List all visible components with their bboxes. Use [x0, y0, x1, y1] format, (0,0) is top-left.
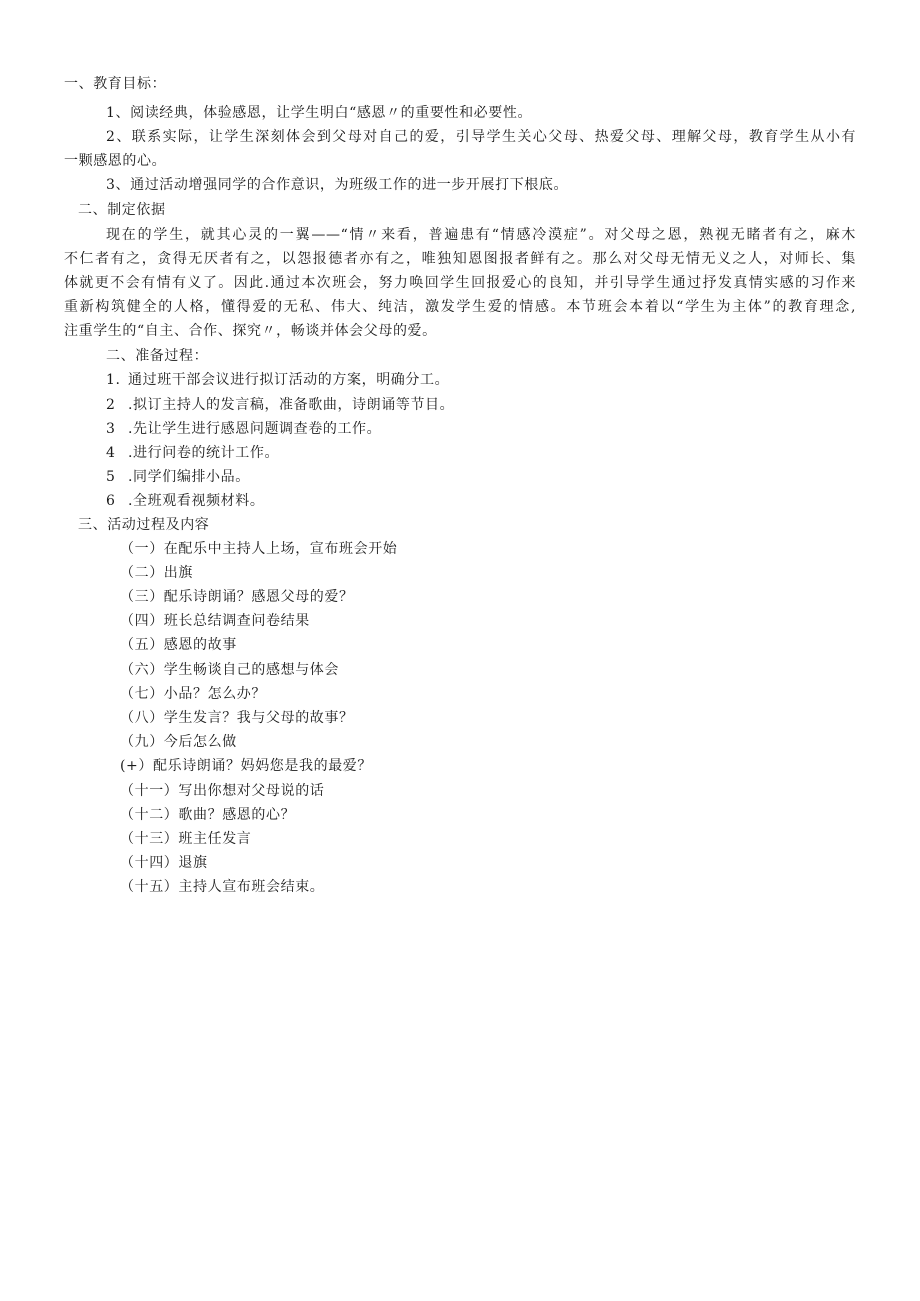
prep-item-number: 2: [106, 397, 116, 413]
prep-item-3: [106, 419, 381, 439]
prep-item-number: 4: [106, 445, 116, 461]
prep-item-1: [106, 370, 449, 390]
activity-item-15: （十五）主持人宣布班会结束。: [120, 879, 325, 895]
goal-item-2-cont: 一颗感恩的心。: [64, 153, 167, 169]
prep-item-4: [106, 443, 279, 463]
activity-item-11: （十一）写出你想对父母说的话: [120, 783, 325, 799]
section-heading-goals: 一、教育目标：: [64, 76, 167, 92]
prep-item-number: 6: [106, 493, 116, 509]
section-heading-activity-process: 三、活动过程及内容: [78, 517, 210, 533]
prep-item-text: 通过班干部会议进行拟订活动的方案，明确分工。: [128, 372, 450, 388]
basis-paragraph-line-1: 现在的学生，就其心灵的一翼——“情〃来看，普遍患有“情感冷漠症”。对父母之恩，熟视无睹者有之，麻木: [106, 227, 856, 243]
basis-paragraph-line-4: 重新构筑健全的人格，懂得爱的无私、伟大、纯洁，激发学生爱的情感。本节班会本着以“学生为主体”的教育理念,: [64, 299, 856, 315]
prep-item-number: 3: [106, 421, 116, 437]
activity-item-10: (+）配乐诗朗诵？妈妈您是我的最爱？: [120, 758, 372, 774]
goal-item-3: 3、通过活动增强同学的合作意识，为班级工作的进一步开展打下根底。: [106, 177, 569, 193]
activity-item-13: （十三）班主任发言: [120, 831, 252, 847]
goal-item-1: 1、阅读经典，体验感恩，让学生明白“感恩〃的重要性和必要性。: [106, 105, 533, 121]
activity-item-9: （九）今后怎么做: [120, 734, 237, 750]
goal-item-2: 2、联系实际，让学生深刻体会到父母对自己的爱，引导学生关心父母、热爱父母、理解父母，教育学生从小有: [106, 129, 856, 145]
prep-item-text: .全班观看视频材料。: [128, 493, 265, 509]
activity-item-8: （八）学生发言？我与父母的故事？: [120, 710, 354, 726]
activity-item-2: （二）出旗: [120, 565, 193, 581]
prep-item-2: [106, 395, 454, 415]
basis-paragraph-line-5: 注重学生的“自主、合作、探究〃，畅谈并体会父母的爱。: [64, 323, 437, 339]
prep-item-6: [106, 491, 264, 511]
prep-item-5: [106, 467, 250, 487]
prep-item-number: 1.: [106, 372, 121, 388]
basis-paragraph-line-3: 体就更不会有情有义了。因此.通过本次班会，努力唤回学生回报爱心的良知，并引导学生通过抒发真情实感的习作来: [64, 275, 856, 291]
activity-item-5: （五）感恩的故事: [120, 637, 237, 653]
section-heading-basis: 二、制定依据: [78, 202, 166, 218]
basis-paragraph-line-2: 不仁者有之，贪得无厌者有之，以怨报德者亦有之，唯独知恩图报者鲜有之。那么对父母无情无义之人，对师长、集: [64, 251, 856, 267]
prep-item-text: .拟订主持人的发言稿，准备歌曲，诗朗诵等节目。: [128, 397, 455, 413]
activity-item-14: （十四）退旗: [120, 855, 208, 871]
section-heading-preparation: 二、准备过程：: [106, 348, 209, 364]
prep-item-text: .先让学生进行感恩问题调查卷的工作。: [128, 421, 382, 437]
activity-item-6: （六）学生畅谈自己的感想与体会: [120, 662, 339, 678]
prep-item-text: .进行问卷的统计工作。: [128, 445, 280, 461]
activity-item-7: （七）小品？怎么办？: [120, 686, 266, 702]
activity-item-1: （一）在配乐中主持人上场，宣布班会开始: [120, 541, 398, 557]
prep-item-text: .同学们编排小品。: [128, 469, 250, 485]
activity-item-3: （三）配乐诗朗诵？感恩父母的爱？: [120, 589, 354, 605]
activity-item-4: （四）班长总结调查问卷结果: [120, 613, 310, 629]
activity-item-12: （十二）歌曲？感恩的心？: [120, 807, 296, 823]
prep-item-number: 5: [106, 469, 116, 485]
